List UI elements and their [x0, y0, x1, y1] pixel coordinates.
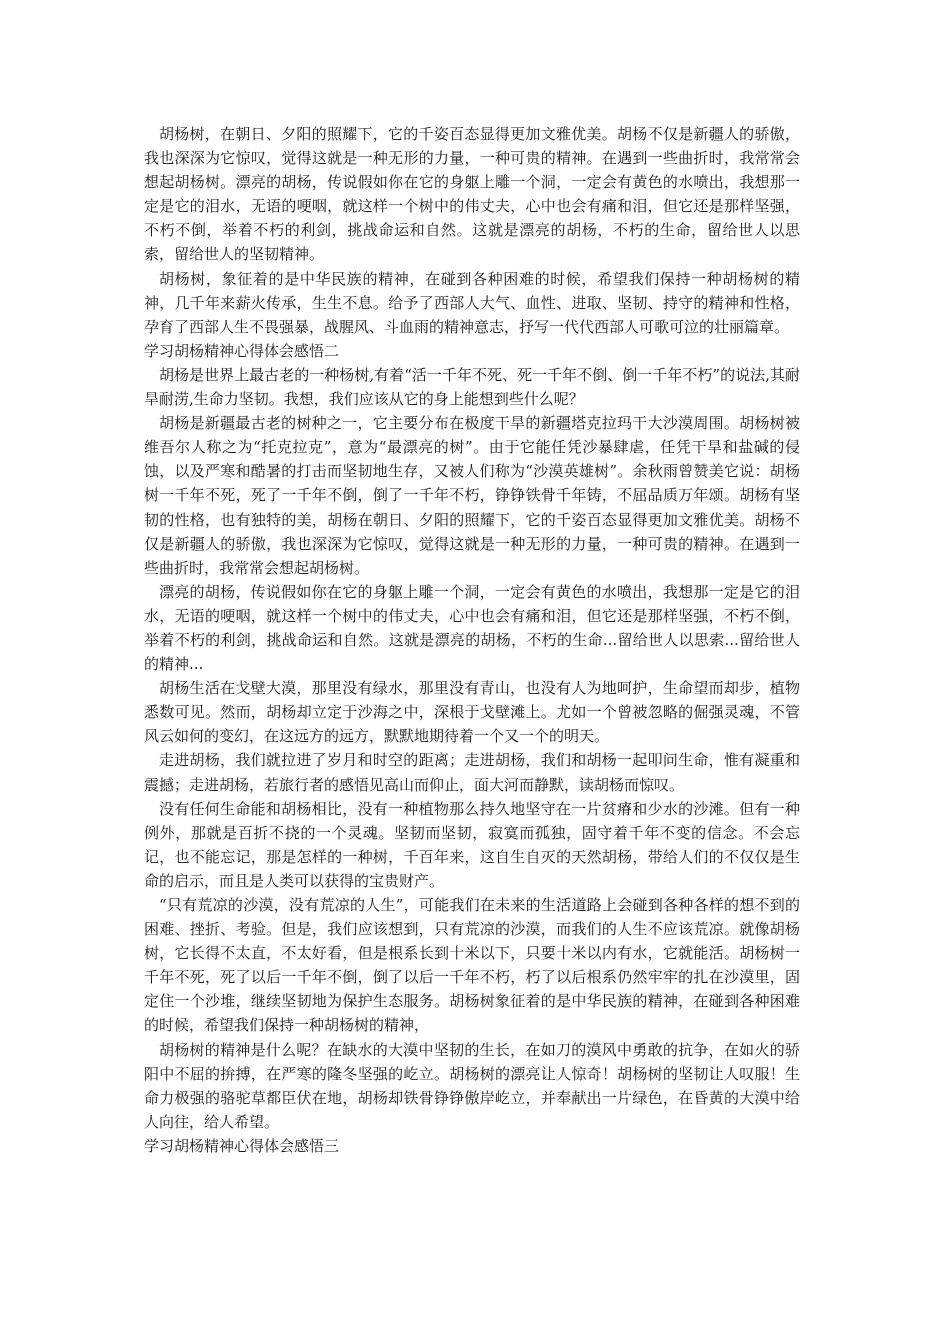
- paragraph-5: 漂亮的胡杨，传说假如你在它的身躯上雕一个洞，一定会有黄色的水喷出，我想那一定是它的泪水，无语的哽咽，就这样一个树中的伟丈夫，心中也会有痛和泪，但它还是那样坚强，不朽不倒，举着不朽的利剑，挑战命运和自然。这就是漂亮的胡杨，不朽的生命...留给世人以思索...留给世人的精神...: [144, 582, 800, 674]
- paragraph-6: 胡杨生活在戈壁大漠，那里没有绿水，那里没有青山，也没有人为地呵护，生命望而却步，植物悉数可见。然而，胡杨却立定于沙海之中，深根于戈壁滩上。尤如一个曾被忽略的倔强灵魂，不管风云如何的变幻，在这远方的远方，默默地期待着一个又一个的明天。: [144, 679, 800, 746]
- paragraph-2: 胡杨树，象征着的是中华民族的精神，在碰到各种困难的时候，希望我们保持一种胡杨树的精神，几千年来薪火传承，生生不息。给予了西部人大气、血性、进取、坚韧、持守的精神和性格，孕育了西部人生不畏强暴，战腥风、斗血雨的精神意志，抒写一代代西部人可歌可泣的壮丽篇章。: [144, 269, 800, 336]
- paragraph-1: 胡杨树，在朝日、夕阳的照耀下，它的千姿百态显得更加文雅优美。胡杨不仅是新疆人的骄傲，我也深深为它惊叹，觉得这就是一种无形的力量，一种可贵的精神。在遇到一些曲折时，我常常会想起胡杨树。漂亮的胡杨，传说假如你在它的身躯上雕一个洞，一定会有黄色的水喷出，我想那一定是它的泪水，无语的哽咽，就这样一个树中的伟丈夫，心中也会有痛和泪，但它还是那样坚强，不朽不倒，举着不朽的利剑，挑战命运和自然。这就是漂亮的胡杨，不朽的生命，留给世人以思索，留给世人的坚韧精神。: [144, 125, 800, 264]
- paragraph-9: “只有荒凉的沙漠，没有荒凉的人生”，可能我们在未来的生活道路上会碰到各种各样的想不到的困难、挫折、考验。但是，我们应该想到，只有荒凉的沙漠，而我们的人生不应该荒凉。就像胡杨树，它长得不太直，不太好看，但是根系长到十米以下，只要十米以内有水，它就能活。胡杨树一千年不死，死了以后一千年不倒，倒了以后一千年不朽，朽了以后根系仍然牢牢的扎在沙漠里，固定住一个沙堆，继续坚韧地为保护生态服务。胡杨树象征着的是中华民族的精神，在碰到各种困难的时候，希望我们保持一种胡杨树的精神，: [144, 896, 800, 1035]
- paragraph-4: 胡杨是新疆最古老的树种之一，它主要分布在极度干旱的新疆塔克拉玛干大沙漠周围。胡杨树被维吾尔人称之为“托克拉克”，意为“最漂亮的树”。由于它能任凭沙暴肆虐，任凭干旱和盐碱的侵蚀，以及严寒和酷暑的打击而坚韧地生存，又被人们称为“沙漠英雄树”。余秋雨曾赞美它说：胡杨树一千年不死，死了一千年不倒，倒了一千年不朽，铮铮铁骨千年铸，不屈品质万年颂。胡杨有坚韧的性格，也有独特的美，胡杨在朝日、夕阳的照耀下，它的千姿百态显得更加文雅优美。胡杨不仅是新疆人的骄傲，我也深深为它惊叹，觉得这就是一种无形的力量，一种可贵的精神。在遇到一些曲折时，我常常会想起胡杨树。: [144, 414, 800, 577]
- section-heading-3: 学习胡杨精神心得体会感悟三: [144, 1136, 340, 1155]
- paragraph-8: 没有任何生命能和胡杨相比，没有一种植物那么持久地坚守在一片贫瘠和少水的沙滩。但有一种例外，那就是百折不挠的一个灵魂。坚韧而坚韧，寂寞而孤独，固守着千年不变的信念。不会忘记，也不能忘记，那是怎样的一种树，千百年来，这自生自灭的天然胡杨，带给人们的不仅仅是生命的启示，而且是人类可以获得的宝贵财产。: [144, 799, 800, 890]
- paragraph-10: 胡杨树的精神是什么呢？在缺水的大漠中坚韧的生长，在如刀的漠风中勇敢的抗争，在如火的骄阳中不屈的拚搏，在严寒的隆冬坚强的屹立。胡杨树的漂亮让人惊奇！胡杨树的坚韧让人叹服！生命力极强的骆驼草都臣伏在地，胡杨却铁骨铮铮傲岸屹立，并奉献出一片绿色，在昏黄的大漠中给人向往，给人希望。: [144, 1040, 800, 1131]
- paragraph-3: 胡杨是世界上最古老的一种杨树,有着“活一千年不死、死一千年不倒、倒一千年不朽”的说法,其耐旱耐涝,生命力坚韧。我想，我们应该从它的身上能想到些什么呢？: [144, 365, 800, 409]
- document-body: [144, 122, 800, 1158]
- paragraph-7: 走进胡杨，我们就拉进了岁月和时空的距离；走进胡杨，我们和胡杨一起叩问生命，惟有凝重和震撼；走进胡杨，若旅行者的感悟见高山而仰止，面大河而静默，读胡杨而惊叹。: [144, 751, 800, 794]
- section-heading-2: 学习胡杨精神心得体会感悟二: [144, 341, 340, 360]
